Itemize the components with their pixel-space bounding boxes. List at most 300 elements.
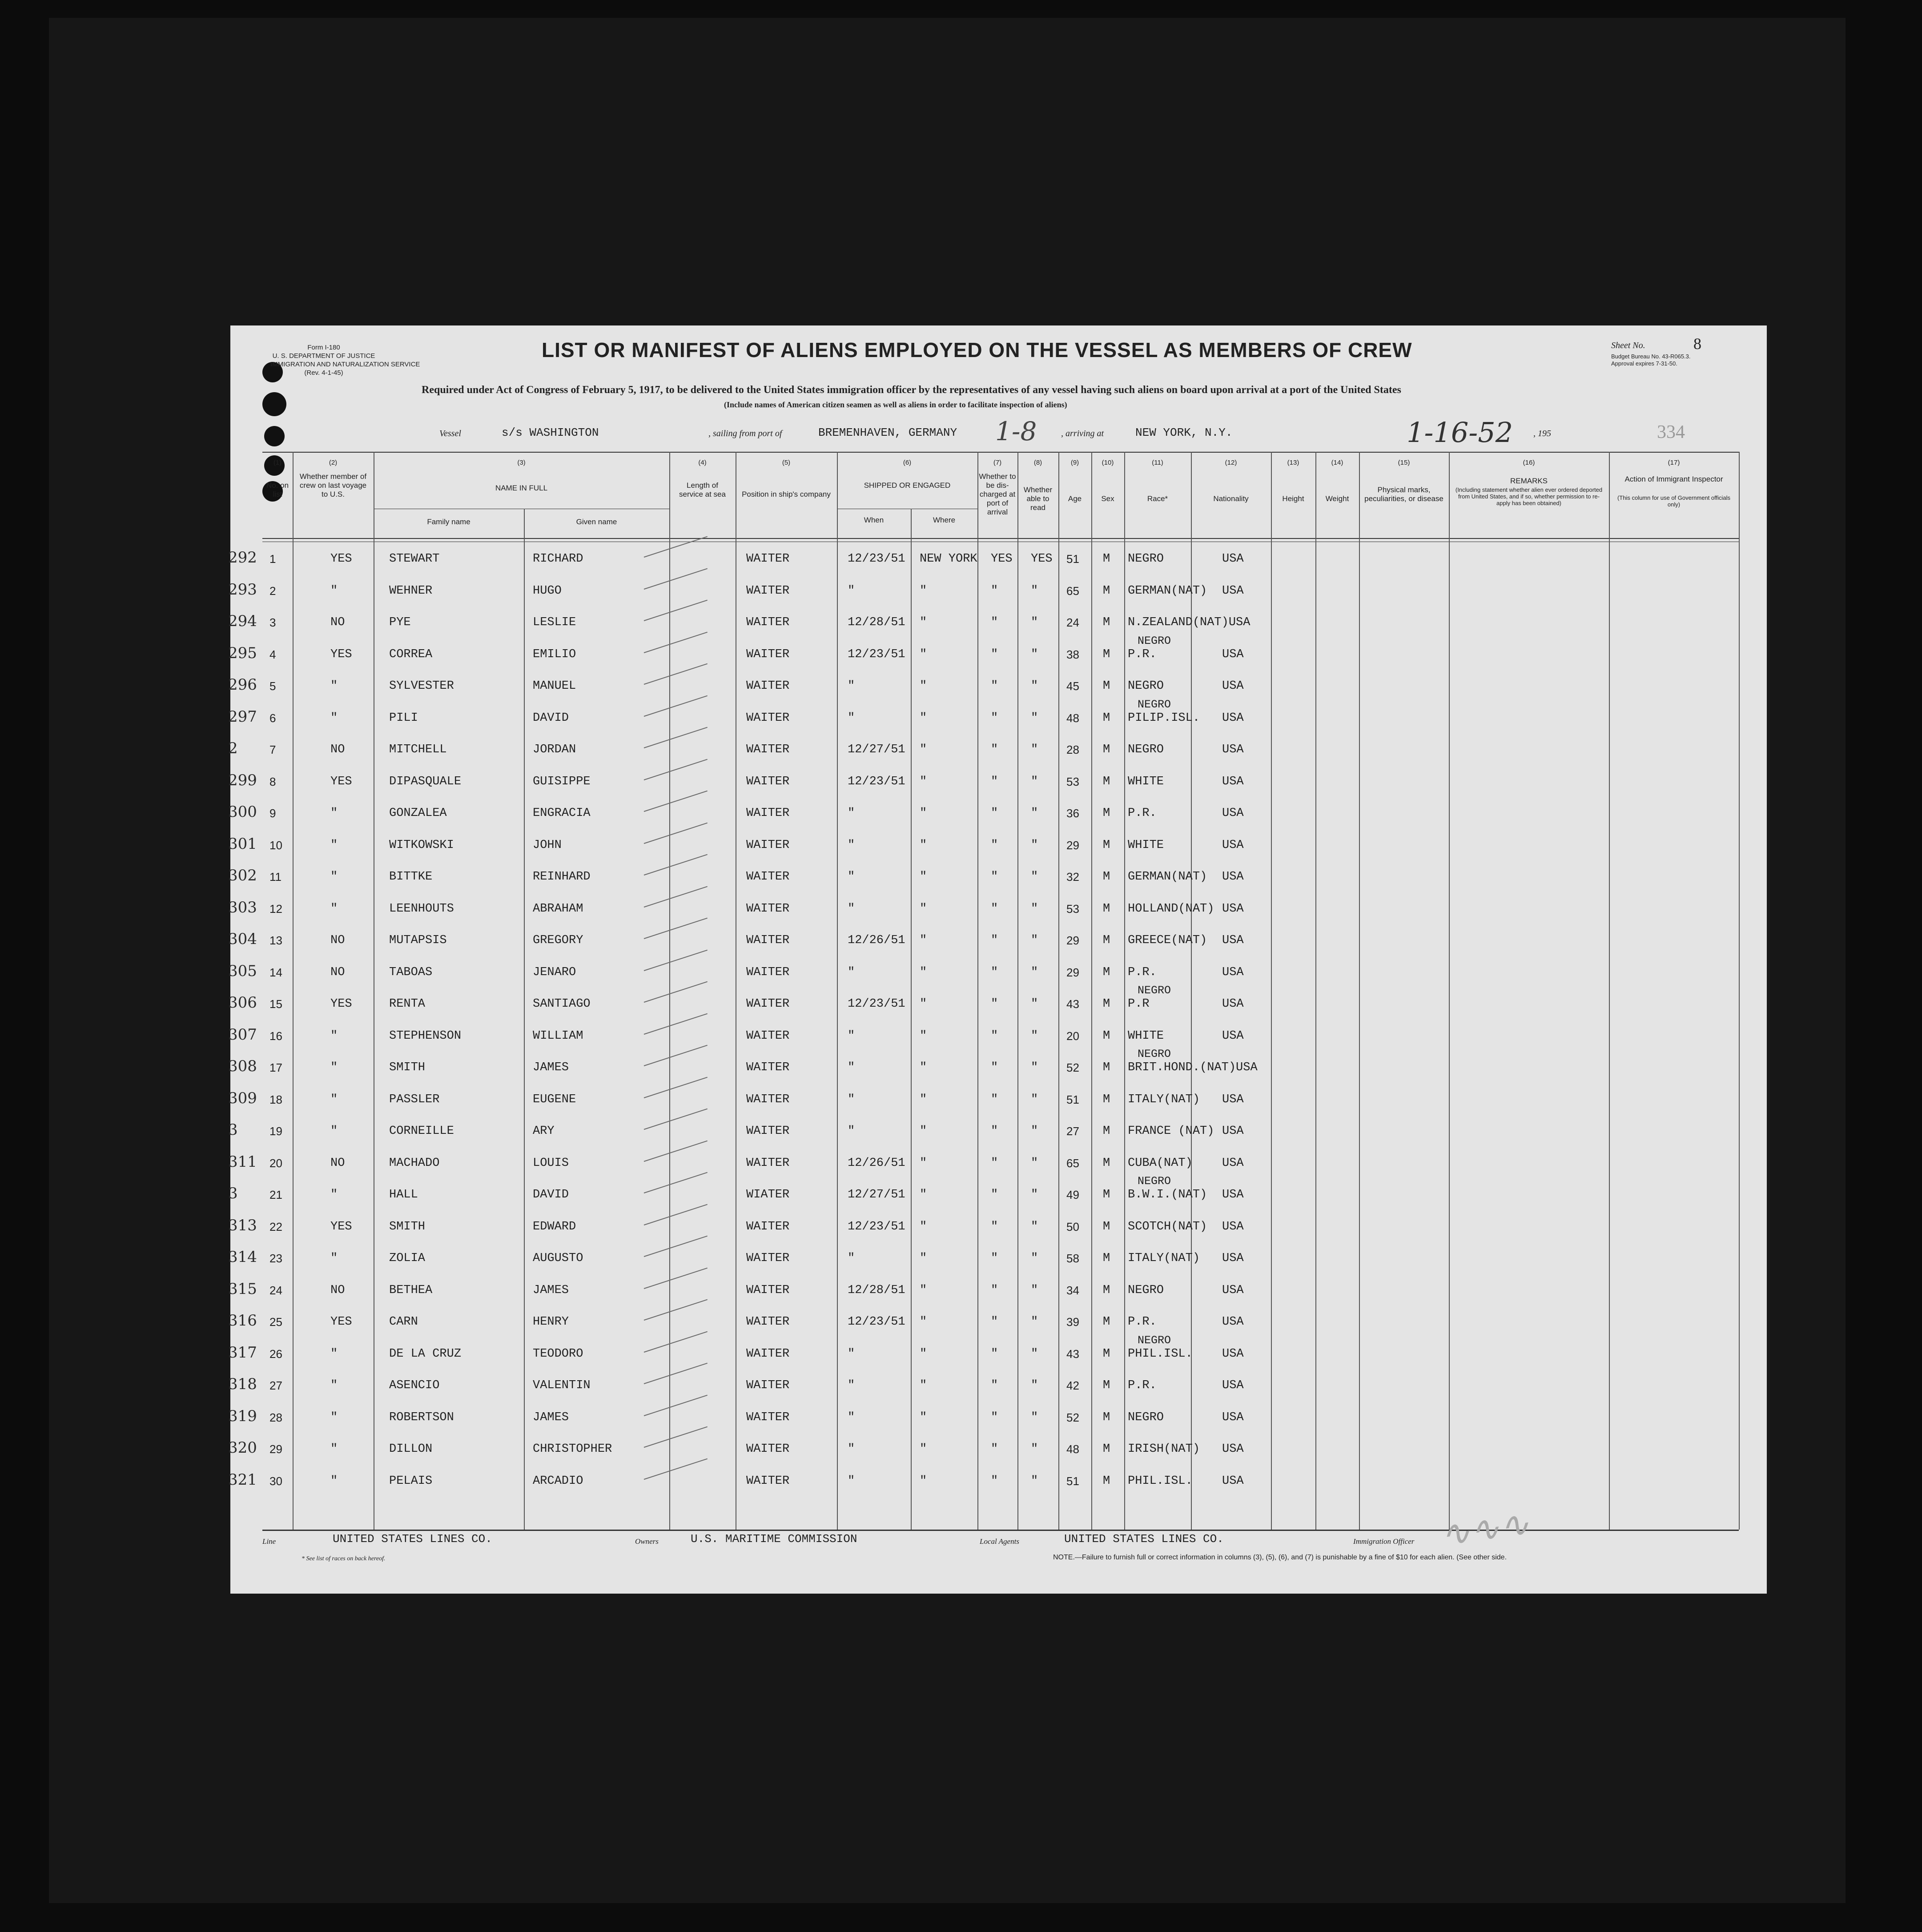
age: 49 <box>1066 1188 1079 1201</box>
race: PILIP.ISL. <box>1128 711 1200 725</box>
sex: M <box>1103 1125 1110 1138</box>
nationality: USA <box>1222 1474 1244 1488</box>
table-row <box>228 898 1767 934</box>
budget-bureau-no: Budget Bureau No. 43-R065.3. <box>1611 353 1691 360</box>
sex: M <box>1103 1220 1110 1233</box>
discharged-at-arrival: " <box>991 1474 998 1488</box>
handwritten-line-number: 304 <box>228 930 257 948</box>
race-annotation: NEGRO <box>1138 698 1171 711</box>
family-name: DE LA CRUZ <box>389 1347 462 1361</box>
table-row <box>228 1470 1767 1506</box>
handwritten-line-number: 318 <box>228 1375 257 1393</box>
handwritten-line-number: 316 <box>228 1312 257 1330</box>
position: WAITER <box>746 1220 790 1233</box>
shipped-when: 12/23/51 <box>848 1220 905 1233</box>
shipped-when: " <box>848 1474 855 1488</box>
handwritten-line-number: 311 <box>228 1153 257 1171</box>
age: 51 <box>1066 552 1079 566</box>
discharged-at-arrival: " <box>991 1156 998 1170</box>
age: 36 <box>1066 807 1079 820</box>
position: WAITER <box>746 1125 790 1138</box>
given-name: JOHN <box>533 838 562 852</box>
age: 58 <box>1066 1252 1079 1265</box>
given-name: HENRY <box>533 1315 569 1329</box>
shipped-where: " <box>920 807 927 820</box>
discharged-at-arrival: " <box>991 1410 998 1424</box>
given-name: RICHARD <box>533 552 583 566</box>
position: WAITER <box>746 1156 790 1170</box>
shipped-when: " <box>848 1125 855 1138</box>
crew-last-voyage: NO <box>330 965 345 979</box>
position: WAITER <box>746 1252 790 1265</box>
list-number: 14 <box>269 965 282 979</box>
position: WAITER <box>746 647 790 661</box>
nationality: USA <box>1222 679 1244 693</box>
nationality: USA <box>1222 1188 1244 1201</box>
discharged-at-arrival: " <box>991 1347 998 1361</box>
position: WAITER <box>746 1442 790 1456</box>
crew-last-voyage: YES <box>330 1315 352 1329</box>
able-to-read: " <box>1031 679 1038 693</box>
age: 53 <box>1066 775 1079 788</box>
given-name: WILLIAM <box>533 1029 583 1043</box>
able-to-read: " <box>1031 1315 1038 1329</box>
race-annotation: NEGRO <box>1138 634 1171 647</box>
list-number: 11 <box>269 870 281 884</box>
list-number: 7 <box>269 743 276 756</box>
shipped-where: " <box>920 1125 927 1138</box>
position: WAITER <box>746 1347 790 1361</box>
list-number: 6 <box>269 711 276 725</box>
age: 39 <box>1066 1315 1079 1329</box>
crew-last-voyage: YES <box>330 1220 352 1233</box>
race: P.R. <box>1128 807 1157 820</box>
position: WAITER <box>746 965 790 979</box>
able-to-read: " <box>1031 616 1038 629</box>
race: WHITE <box>1128 1029 1164 1043</box>
subtitle: Required under Act of Congress of February 5, 1917, to be delivered to the United States immigration officer by the representatives of any vessel having such aliens on board upon arrival at a port of the United States <box>422 384 1401 396</box>
crew-last-voyage: " <box>330 838 338 852</box>
race: ITALY(NAT) <box>1128 1093 1200 1106</box>
given-name: GREGORY <box>533 934 583 947</box>
race: GREECE(NAT) <box>1128 934 1207 947</box>
discharged-at-arrival: " <box>991 1442 998 1456</box>
family-name: RENTA <box>389 997 426 1011</box>
table-row <box>228 612 1767 648</box>
able-to-read: " <box>1031 584 1038 598</box>
col-11-number: (11) <box>1152 459 1163 466</box>
col-9-number: (9) <box>1070 459 1079 466</box>
department-name: U. S. DEPARTMENT OF JUSTICE <box>272 352 375 360</box>
shipped-where: " <box>920 1315 927 1329</box>
list-number: 22 <box>269 1220 282 1233</box>
shipped-when: " <box>848 1442 855 1456</box>
age: 29 <box>1066 965 1079 979</box>
able-to-read: " <box>1031 1283 1038 1297</box>
officer-label: Immigration Officer <box>1353 1537 1415 1546</box>
race: ITALY(NAT) <box>1128 1252 1200 1265</box>
handwritten-note: 1-8 <box>995 416 1037 446</box>
nationality: USA <box>1222 1252 1244 1265</box>
shipped-where: " <box>920 1379 927 1392</box>
shipped-where: " <box>920 679 927 693</box>
able-to-read: " <box>1031 1029 1038 1043</box>
list-number: 2 <box>269 584 276 598</box>
shipped-where: " <box>920 1029 927 1043</box>
shipped-where: " <box>920 1156 927 1170</box>
able-to-read: " <box>1031 1125 1038 1138</box>
shipped-where: " <box>920 711 927 725</box>
shipped-when: " <box>848 1347 855 1361</box>
list-number: 3 <box>269 616 276 629</box>
table-row <box>228 1216 1767 1252</box>
able-to-read: " <box>1031 775 1038 788</box>
family-name: STEWART <box>389 552 440 566</box>
given-name: LESLIE <box>533 616 576 629</box>
crew-last-voyage: YES <box>330 647 352 661</box>
race: P.R. <box>1128 1315 1157 1329</box>
given-name: REINHARD <box>533 870 591 884</box>
list-number: 16 <box>269 1029 282 1043</box>
nationality: USA <box>1222 1156 1244 1170</box>
table-row <box>228 803 1767 839</box>
given-name: JAMES <box>533 1061 569 1074</box>
table-row <box>228 962 1767 998</box>
shipped-when: " <box>848 870 855 884</box>
age: 51 <box>1066 1474 1079 1488</box>
sailing-label: , sailing from port of <box>708 429 782 438</box>
crew-last-voyage: " <box>330 870 338 884</box>
table-row <box>228 1439 1767 1474</box>
sex: M <box>1103 1061 1110 1074</box>
discharged-at-arrival: " <box>991 807 998 820</box>
discharged-at-arrival: " <box>991 679 998 693</box>
given-name: TEODORO <box>533 1347 583 1361</box>
table-row <box>228 1312 1767 1347</box>
sex: M <box>1103 838 1110 852</box>
able-to-read: " <box>1031 1093 1038 1106</box>
handwritten-line-number: 309 <box>228 1089 257 1107</box>
nationality: USA <box>1222 552 1244 566</box>
col-14-header: Weight <box>1325 494 1349 503</box>
crew-last-voyage: " <box>330 1379 338 1392</box>
race: B.W.I.(NAT) <box>1128 1188 1207 1201</box>
nationality: USA <box>1222 743 1244 756</box>
given-name: ENGRACIA <box>533 807 591 820</box>
family-name: HALL <box>389 1188 418 1201</box>
family-name: LEENHOUTS <box>389 902 454 916</box>
table-row <box>228 1280 1767 1316</box>
given-name: EMILIO <box>533 647 576 661</box>
nationality: USA <box>1222 584 1244 598</box>
family-name: PYE <box>389 616 411 629</box>
nationality: USA <box>1222 934 1244 947</box>
family-name: MUTAPSIS <box>389 934 447 947</box>
family-name: BITTKE <box>389 870 433 884</box>
list-number: 17 <box>269 1061 282 1074</box>
family-name: PELAIS <box>389 1474 433 1488</box>
handwritten-line-number: 295 <box>228 644 257 662</box>
discharged-at-arrival: " <box>991 1029 998 1043</box>
list-number: 1 <box>269 552 276 566</box>
sex: M <box>1103 1410 1110 1424</box>
age: 38 <box>1066 647 1079 661</box>
handwritten-line-number: 320 <box>228 1439 257 1457</box>
col-4-header: Length of service at sea <box>679 481 726 498</box>
able-to-read: " <box>1031 807 1038 820</box>
able-to-read: " <box>1031 870 1038 884</box>
age: 27 <box>1066 1125 1079 1138</box>
col-15-number: (15) <box>1398 459 1410 466</box>
able-to-read: " <box>1031 1061 1038 1074</box>
family-name: MACHADO <box>389 1156 440 1170</box>
nationality: USA <box>1222 838 1244 852</box>
crew-last-voyage: " <box>330 1474 338 1488</box>
able-to-read: " <box>1031 1379 1038 1392</box>
shipped-when: 12/26/51 <box>848 1156 905 1170</box>
nationality: USA <box>1222 1283 1244 1297</box>
given-name: DAVID <box>533 711 569 725</box>
shipped-when: " <box>848 838 855 852</box>
age: 24 <box>1066 616 1079 629</box>
list-number: 27 <box>269 1379 282 1392</box>
family-name: GONZALEA <box>389 807 447 820</box>
list-number: 20 <box>269 1156 282 1170</box>
col-15-header: Physical marks, peculiarities, or disease <box>1364 486 1444 503</box>
given-name: JENARO <box>533 965 576 979</box>
list-number: 8 <box>269 775 276 788</box>
position: WAITER <box>746 997 790 1011</box>
age: 53 <box>1066 902 1079 916</box>
family-name: SMITH <box>389 1061 426 1074</box>
shipped-when: 12/27/51 <box>848 1188 905 1201</box>
approval-expiry: Approval expires 7-31-50. <box>1611 360 1677 367</box>
handwritten-line-number: 314 <box>228 1248 257 1266</box>
table-row <box>228 1375 1767 1411</box>
discharged-at-arrival: " <box>991 1125 998 1138</box>
sex: M <box>1103 965 1110 979</box>
able-to-read: " <box>1031 1410 1038 1424</box>
discharged-at-arrival: " <box>991 1093 998 1106</box>
document-title: LIST OR MANIFEST OF ALIENS EMPLOYED ON THE VESSEL AS MEMBERS OF CREW <box>542 338 1412 361</box>
vessel-name: s/s WASHINGTON <box>502 426 599 439</box>
agents-value: UNITED STATES LINES CO. <box>1064 1532 1224 1546</box>
crew-last-voyage: " <box>330 1347 338 1361</box>
sex: M <box>1103 552 1110 566</box>
sex: M <box>1103 1379 1110 1392</box>
discharged-at-arrival: " <box>991 1188 998 1201</box>
age: 43 <box>1066 1347 1079 1361</box>
nationality: USA <box>1222 902 1244 916</box>
sex: M <box>1103 1093 1110 1106</box>
pencil-page-number: 334 <box>1657 422 1685 442</box>
table-row <box>228 1089 1767 1125</box>
race: NEGRO <box>1128 1410 1164 1424</box>
shipped-when: 12/28/51 <box>848 616 905 629</box>
col-12-header: Nationality <box>1213 494 1249 503</box>
discharged-at-arrival: " <box>991 1315 998 1329</box>
family-name: ZOLIA <box>389 1252 426 1265</box>
age: 34 <box>1066 1283 1079 1297</box>
discharged-at-arrival: " <box>991 775 998 788</box>
nationality: USA <box>1222 1410 1244 1424</box>
handwritten-line-number: 305 <box>228 962 257 980</box>
handwritten-line-number: 313 <box>228 1216 257 1234</box>
crew-last-voyage: NO <box>330 1283 345 1297</box>
sex: M <box>1103 1156 1110 1170</box>
race-annotation: NEGRO <box>1138 1048 1171 1060</box>
list-number: 29 <box>269 1442 282 1456</box>
penalty-note: NOTE.—Failure to furnish full or correct information in columns (3), (5), (6), and (7) is punishable by a fine of $10 for each alien. (See other side. <box>1053 1554 1507 1561</box>
discharged-at-arrival: " <box>991 711 998 725</box>
shipped-where: " <box>920 838 927 852</box>
age: 48 <box>1066 1442 1079 1456</box>
given-name: ARY <box>533 1125 555 1138</box>
line-label: Line <box>262 1537 276 1546</box>
age: 32 <box>1066 870 1079 884</box>
sex: M <box>1103 743 1110 756</box>
shipped-where: " <box>920 1220 927 1233</box>
race: GERMAN(NAT) <box>1128 584 1207 598</box>
sex: M <box>1103 679 1110 693</box>
family-name: BETHEA <box>389 1283 433 1297</box>
handwritten-line-number: 303 <box>228 898 257 916</box>
shipped-when: 12/23/51 <box>848 997 905 1011</box>
list-number: 13 <box>269 934 282 947</box>
table-row <box>228 1248 1767 1284</box>
nationality: USA <box>1222 1029 1244 1043</box>
col-1-header: No. on list <box>266 481 289 498</box>
age: 45 <box>1066 679 1079 693</box>
col-2-header: Whether member of crew on last voyage to U.S. <box>299 472 367 498</box>
handwritten-line-number: 308 <box>228 1057 257 1075</box>
col-17-number: (17) <box>1668 459 1680 466</box>
handwritten-line-number: 301 <box>228 835 257 853</box>
shipped-where: " <box>920 1283 927 1297</box>
given-name-header: Given name <box>576 518 617 526</box>
handwritten-line-number: 299 <box>228 771 257 789</box>
punch-hole <box>262 392 286 416</box>
given-name: DAVID <box>533 1188 569 1201</box>
shipped-where: " <box>920 1061 927 1074</box>
discharged-at-arrival: " <box>991 934 998 947</box>
family-name: PASSLER <box>389 1093 440 1106</box>
handwritten-line-number: 293 <box>228 580 257 598</box>
shipped-when: " <box>848 807 855 820</box>
position: WAITER <box>746 1061 790 1074</box>
given-name: JAMES <box>533 1283 569 1297</box>
race: P.R. <box>1128 965 1157 979</box>
race: FRANCE (NAT) <box>1128 1125 1214 1138</box>
family-name: ASENCIO <box>389 1379 440 1392</box>
discharged-at-arrival: " <box>991 616 998 629</box>
position: WAITER <box>746 743 790 756</box>
able-to-read: " <box>1031 1252 1038 1265</box>
age: 51 <box>1066 1093 1079 1106</box>
family-name: WITKOWSKI <box>389 838 454 852</box>
col-16-header: REMARKS <box>1510 477 1548 485</box>
handwritten-line-number: 307 <box>228 1025 257 1044</box>
crew-last-voyage: " <box>330 1410 338 1424</box>
list-number: 15 <box>269 997 282 1011</box>
age: 20 <box>1066 1029 1079 1043</box>
col-11-header: Race* <box>1147 494 1168 503</box>
age: 48 <box>1066 711 1079 725</box>
table-row <box>228 1334 1767 1379</box>
able-to-read: YES <box>1031 552 1053 566</box>
position: WAITER <box>746 934 790 947</box>
sex: M <box>1103 584 1110 598</box>
given-name: EUGENE <box>533 1093 576 1106</box>
able-to-read: " <box>1031 1474 1038 1488</box>
able-to-read: " <box>1031 934 1038 947</box>
handwritten-line-number: 319 <box>228 1407 257 1425</box>
discharged-at-arrival: " <box>991 1061 998 1074</box>
position: WAITER <box>746 1379 790 1392</box>
nationality: USA <box>1222 997 1244 1011</box>
age: 43 <box>1066 997 1079 1011</box>
col-9-header: Age <box>1068 494 1082 503</box>
able-to-read: " <box>1031 902 1038 916</box>
year-label: , 195 <box>1533 429 1551 438</box>
able-to-read: " <box>1031 838 1038 852</box>
family-name: PILI <box>389 711 418 725</box>
col-10-number: (10) <box>1102 459 1114 466</box>
crew-last-voyage: NO <box>330 743 345 756</box>
col-13-header: Height <box>1282 494 1304 503</box>
list-number: 21 <box>269 1188 282 1201</box>
family-name: WEHNER <box>389 584 433 598</box>
shipped-where: " <box>920 997 927 1011</box>
discharged-at-arrival: " <box>991 838 998 852</box>
crew-last-voyage: " <box>330 1061 338 1074</box>
family-name: DILLON <box>389 1442 433 1456</box>
list-number: 28 <box>269 1410 282 1424</box>
sex: M <box>1103 902 1110 916</box>
shipped-when: " <box>848 1061 855 1074</box>
table-row <box>228 1048 1767 1093</box>
header-bottom-rule <box>262 538 1739 539</box>
given-name: ARCADIO <box>533 1474 583 1488</box>
given-name: HUGO <box>533 584 562 598</box>
age: 29 <box>1066 838 1079 852</box>
nationality: USA <box>1222 1347 1244 1361</box>
sex: M <box>1103 807 1110 820</box>
races-footnote: * See list of races on back hereof. <box>302 1555 386 1562</box>
table-row <box>228 634 1767 680</box>
list-number: 19 <box>269 1125 282 1138</box>
crew-last-voyage: " <box>330 1125 338 1138</box>
nationality: USA <box>1222 1125 1244 1138</box>
crew-last-voyage: YES <box>330 775 352 788</box>
shipped-where: " <box>920 934 927 947</box>
list-number: 26 <box>269 1347 282 1361</box>
given-name: ABRAHAM <box>533 902 583 916</box>
shipped-when: " <box>848 584 855 598</box>
sex: M <box>1103 1283 1110 1297</box>
discharged-at-arrival: " <box>991 584 998 598</box>
position: WAITER <box>746 1410 790 1424</box>
given-name: MANUEL <box>533 679 576 693</box>
col-17-header: Action of Immigrant Inspector <box>1624 475 1723 483</box>
position: WAITER <box>746 1474 790 1488</box>
nationality: USA <box>1222 1093 1244 1106</box>
nationality: USA <box>1222 775 1244 788</box>
sex: M <box>1103 1029 1110 1043</box>
nationality: USA <box>1222 647 1244 661</box>
able-to-read: " <box>1031 647 1038 661</box>
sex: M <box>1103 934 1110 947</box>
